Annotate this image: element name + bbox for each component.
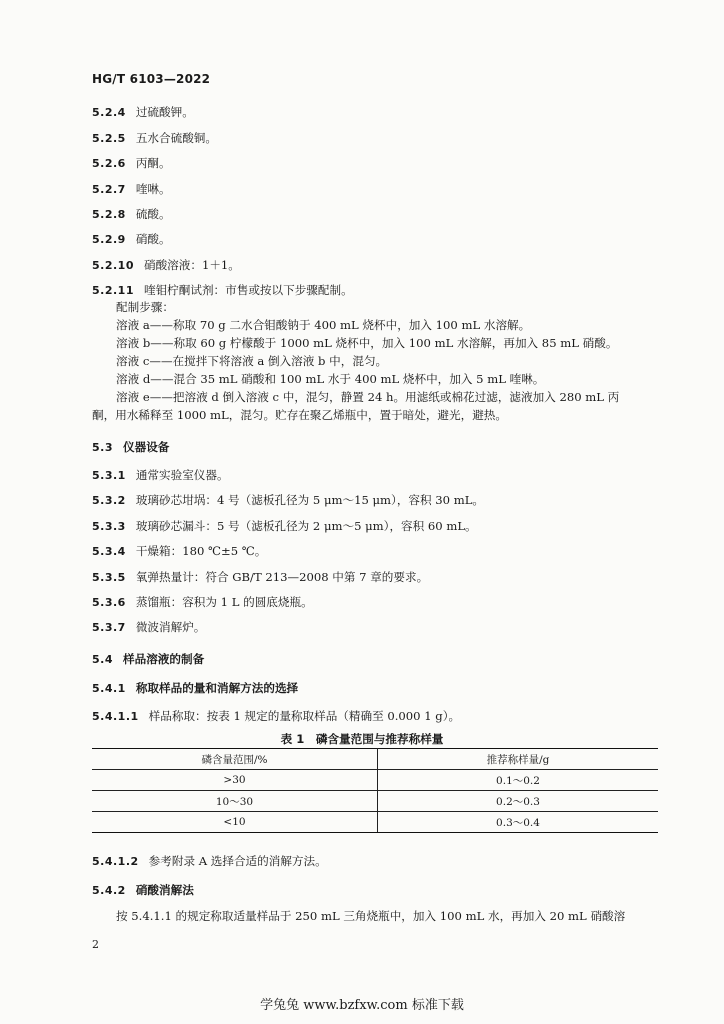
table-cell: 0.3～0.4	[378, 812, 659, 833]
clause-text: 丙酮。	[135, 156, 171, 170]
clause-number: 5.3.7	[92, 621, 126, 634]
clause-number: 5.2.11	[92, 284, 134, 297]
table-cell: <10	[92, 812, 378, 833]
clause-text: 蒸馏瓶：容积为 1 L 的圆底烧瓶。	[135, 595, 313, 609]
clause-text: 喹啉。	[135, 182, 171, 196]
clause-5-2-8	[92, 205, 171, 223]
section-number: 5.4.2	[92, 884, 126, 897]
section-number: 5.4	[92, 653, 113, 666]
clause-number: 5.4.1.1	[92, 710, 139, 723]
clause-text: 氧弹热量计：符合 GB/T 213—2008 中第 7 章的要求。	[135, 570, 429, 584]
clause-text: 通常实验室仪器。	[135, 468, 229, 482]
section-5-3-heading	[92, 438, 169, 456]
prep-solution-d: 溶液 d——混合 35 mL 硝酸和 100 mL 水于 400 mL 烧杯中，加入 5 mL 喹啉。	[116, 372, 545, 386]
watermark-footer: 学兔兔 www.bzfxw.com 标准下载	[260, 998, 464, 1013]
table-cell: >30	[92, 770, 378, 791]
clause-number: 5.3.6	[92, 596, 126, 609]
clause-text: 五水合硫酸铜。	[135, 131, 217, 145]
clause-5-2-4	[92, 103, 194, 121]
clause-5-4-1-2	[92, 852, 327, 870]
clause-text: 硝酸溶液：1＋1。	[143, 258, 240, 272]
prep-title: 配制步骤：	[116, 300, 174, 314]
table-row	[92, 770, 658, 791]
clause-5-2-6	[92, 154, 171, 172]
clause-5-3-7	[92, 618, 205, 636]
section-title: 称取样品的量和消解方法的选择	[135, 681, 299, 695]
clause-text: 硫酸。	[135, 207, 171, 221]
clause-5-2-7	[92, 180, 171, 198]
clause-text: 过硫酸钾。	[135, 105, 194, 119]
prep-solution-b: 溶液 b——称取 60 g 柠檬酸于 1000 mL 烧杯中，加入 100 mL 水溶解，再加入 85 mL 硝酸。	[116, 336, 618, 350]
table-header-row	[92, 749, 658, 770]
clause-text: 硝酸。	[135, 232, 171, 246]
prep-solution-c: 溶液 c——在搅拌下将溶液 a 倒入溶液 b 中，混匀。	[116, 354, 388, 368]
prep-solution-e-continued: 酮，用水稀释至 1000 mL，混匀。贮存在聚乙烯瓶中，置于暗处，避光，避热。	[92, 408, 507, 422]
clause-number: 5.2.9	[92, 233, 126, 246]
clause-number: 5.3.3	[92, 520, 126, 533]
clause-number: 5.3.4	[92, 545, 126, 558]
clause-number: 5.2.10	[92, 259, 134, 272]
prep-solution-a: 溶液 a——称取 70 g 二水合钼酸钠于 400 mL 烧杯中，加入 100 mL 水溶解。	[116, 318, 531, 332]
clause-text: 样品称取：按表 1 规定的量称取样品（精确至 0.000 1 g）。	[148, 709, 461, 723]
section-number: 5.3	[92, 441, 113, 454]
clause-text: 干燥箱：180 ℃±5 ℃。	[135, 544, 267, 558]
table-row	[92, 812, 658, 833]
clause-number: 5.2.8	[92, 208, 126, 221]
clause-5-3-2	[92, 491, 484, 509]
table-cell: 0.2～0.3	[378, 791, 659, 812]
clause-text: 喹钼柠酮试剂：市售或按以下步骤配制。	[143, 283, 353, 297]
clause-number: 5.3.1	[92, 469, 126, 482]
clause-5-4-1-1	[92, 707, 460, 725]
table-header-cell: 推荐称样量/g	[378, 749, 659, 770]
standard-code-header: HG/T 6103—2022	[92, 72, 211, 86]
page-number: 2	[92, 938, 99, 951]
clause-5-2-11	[92, 281, 353, 299]
clause-5-3-5	[92, 568, 428, 586]
clause-5-2-10	[92, 256, 240, 274]
clause-number: 5.2.5	[92, 132, 126, 145]
table-cell: 0.1～0.2	[378, 770, 659, 791]
clause-5-4-2-text: 按 5.4.1.1 的规定称取适量样品于 250 mL 三角烧瓶中，加入 100 mL 水，再加入 20 mL 硝酸溶	[116, 909, 626, 923]
clause-5-2-9	[92, 230, 171, 248]
clause-number: 5.2.7	[92, 183, 126, 196]
clause-number: 5.3.5	[92, 571, 126, 584]
clause-number: 5.4.1.2	[92, 855, 139, 868]
clause-number: 5.2.4	[92, 106, 126, 119]
clause-text: 玻璃砂芯漏斗：5 号（滤板孔径为 2 μm～5 μm），容积 60 mL。	[135, 519, 477, 533]
clause-5-3-3	[92, 517, 477, 535]
section-number: 5.4.1	[92, 682, 126, 695]
section-5-4-heading	[92, 650, 204, 668]
clause-5-3-6	[92, 593, 313, 611]
clause-text: 参考附录 A 选择合适的消解方法。	[148, 854, 327, 868]
clause-5-3-1	[92, 466, 229, 484]
clause-5-2-5	[92, 129, 217, 147]
clause-5-3-4	[92, 542, 266, 560]
section-5-4-1-heading	[92, 679, 298, 697]
section-title: 仪器设备	[123, 440, 170, 454]
clause-text: 微波消解炉。	[135, 620, 206, 634]
table-row	[92, 791, 658, 812]
clause-number: 5.3.2	[92, 494, 126, 507]
table-cell: 10～30	[92, 791, 378, 812]
phosphorus-sample-table	[92, 748, 658, 833]
section-title: 样品溶液的制备	[123, 652, 205, 666]
section-title: 硝酸消解法	[135, 883, 194, 897]
table-caption: 表 1 磷含量范围与推荐称样量	[280, 732, 444, 746]
prep-solution-e: 溶液 e——把溶液 d 倒入溶液 c 中，混匀，静置 24 h。用滤纸或棉花过滤，滤液加入 280 mL 丙	[116, 390, 620, 404]
clause-text: 玻璃砂芯坩埚：4 号（滤板孔径为 5 μm～15 μm），容积 30 mL。	[135, 493, 485, 507]
table-header-cell: 磷含量范围/%	[92, 749, 378, 770]
clause-number: 5.2.6	[92, 157, 126, 170]
section-5-4-2-heading	[92, 881, 194, 899]
